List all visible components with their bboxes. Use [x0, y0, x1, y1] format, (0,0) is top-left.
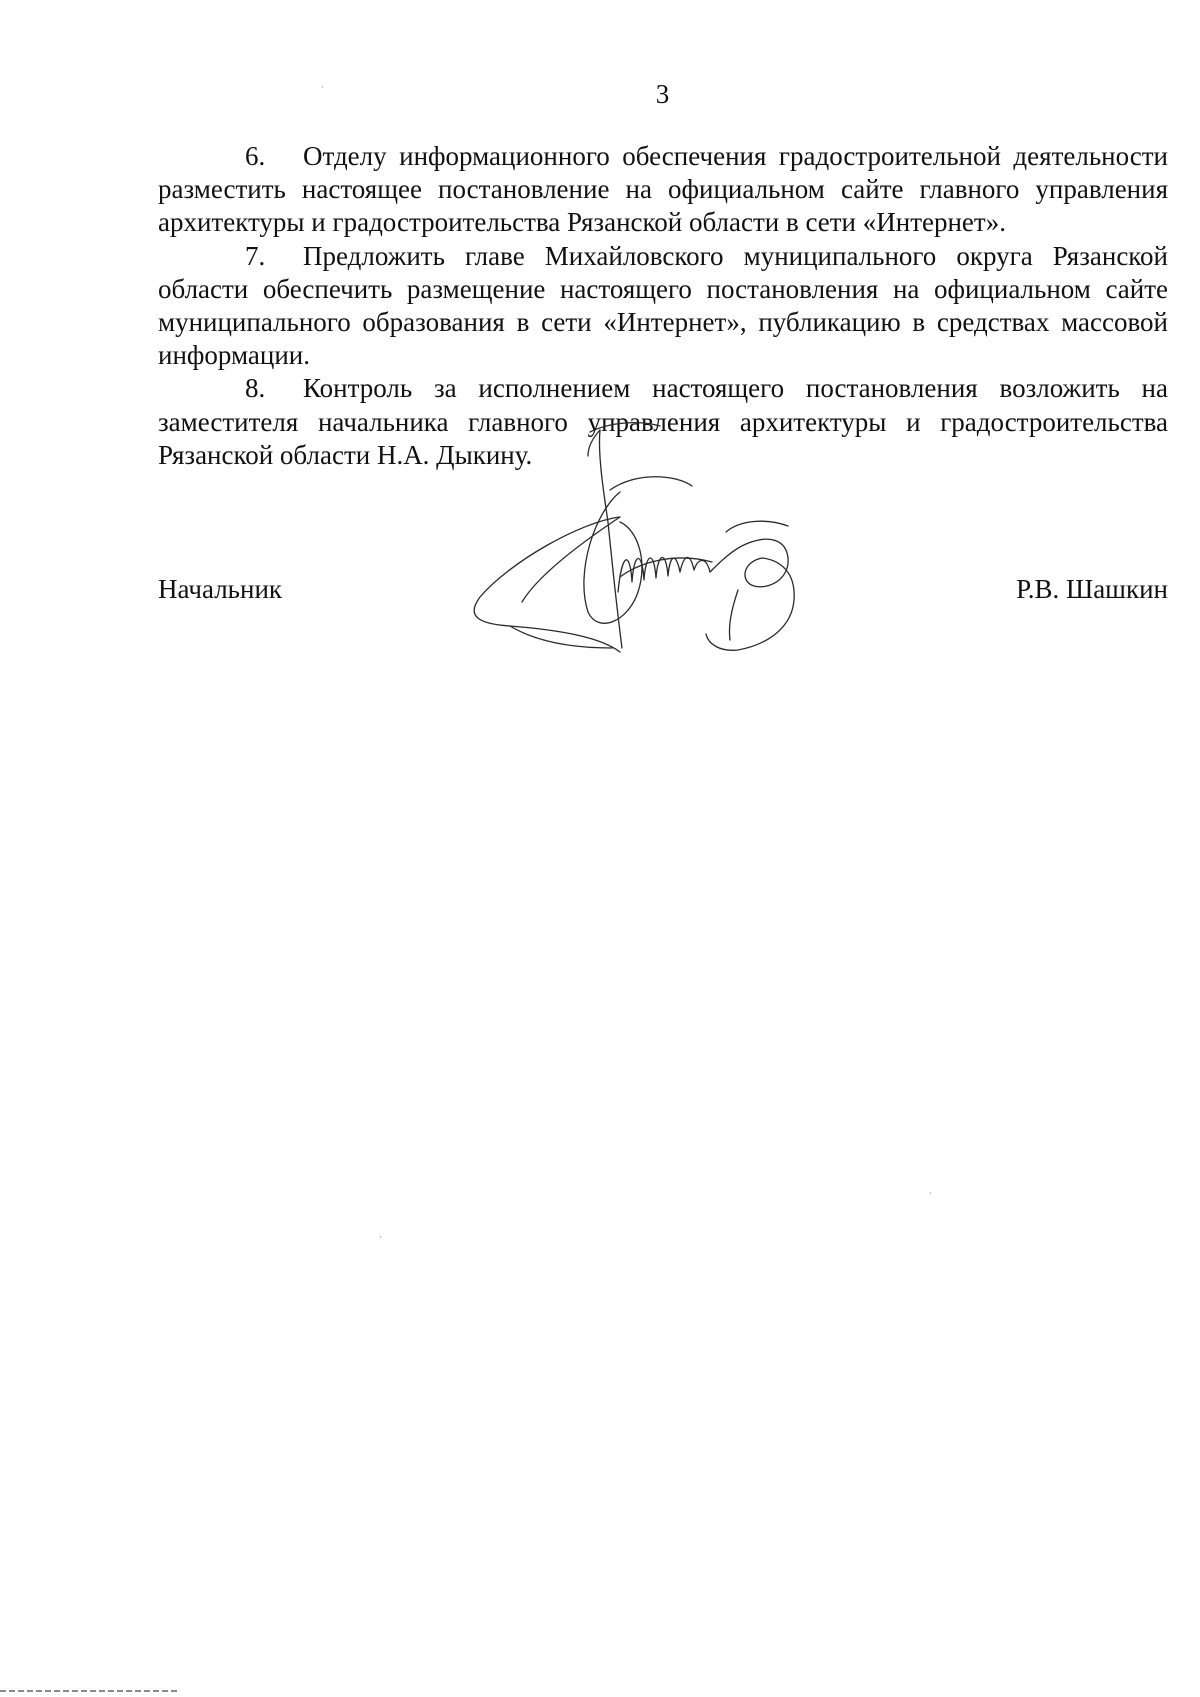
signatory-name: Р.В. Шашкин [1016, 574, 1168, 604]
page-number: 3 [655, 79, 670, 109]
scan-speck [322, 86, 323, 88]
paragraph-6 [158, 140, 1168, 240]
paragraph-number: 7. [245, 240, 266, 271]
paragraph-text: Контроль за исполнением настоящего постановления возложить на заместителя начальника главного управления архитектуры и градостроительства Рязанской области Н.А. Дыкину. [158, 373, 1168, 470]
paragraph-number: 8. [245, 373, 266, 404]
signatory-title: Начальник [158, 574, 283, 604]
paragraph-7 [158, 240, 1168, 373]
scan-edge-mark [0, 1690, 180, 1692]
paragraph-text: Предложить главе Михайловского муниципального округа Рязанской области обеспечить размещение настоящего постановления на официальном сайте муниципального образования в сети «Интернет», публикацию в средствах массовой информации. [158, 240, 1168, 371]
paragraph-number: 6. [245, 141, 266, 171]
scan-speck [930, 1192, 931, 1194]
handwritten-signature [470, 412, 850, 662]
scan-speck [380, 1236, 381, 1238]
paragraph-text: Отделу информационного обеспечения градостроительной деятельности разместить настоящее постановление на официальном сайте главного управления архитектуры и градостроительства Рязанской области в сети «Интернет». [158, 141, 1168, 238]
